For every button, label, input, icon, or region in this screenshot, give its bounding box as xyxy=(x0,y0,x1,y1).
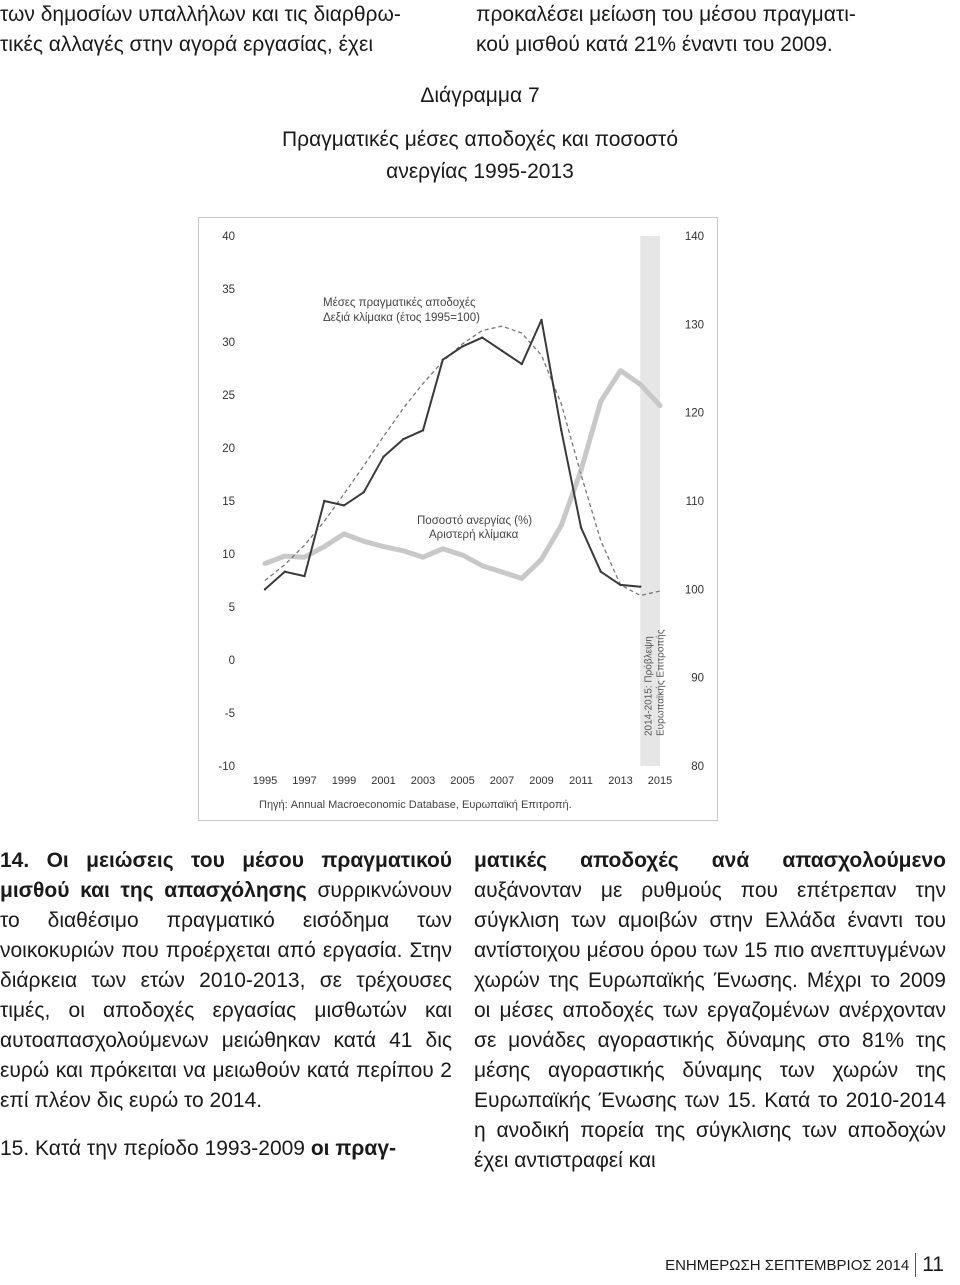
paragraph-14 xyxy=(0,846,452,1116)
paragraph-number: 15. xyxy=(0,1137,30,1160)
data-point-unemployment xyxy=(501,571,504,574)
text-line: προκαλέσει μείωση του μέσου πραγματι- xyxy=(476,3,856,26)
paragraph-number: 14. xyxy=(0,849,30,872)
data-point-wages xyxy=(382,456,384,458)
data-point-wages xyxy=(422,429,424,431)
data-point-unemployment xyxy=(540,558,543,561)
body-right-column xyxy=(474,846,946,1176)
body-left-column xyxy=(0,846,452,1164)
left-axis-tick: 0 xyxy=(228,655,235,667)
figure-title-line1: Πραγματικές μέσες αποδοχές και ποσοστό xyxy=(282,128,678,151)
data-point-wages xyxy=(343,504,345,506)
text-line: τικές αλλαγές στην αγορά εργασίας, έχει xyxy=(0,33,373,56)
figure-caption xyxy=(0,80,960,188)
data-point-unemployment xyxy=(580,469,583,472)
data-point-wages xyxy=(481,336,483,338)
paragraph-text: αυξάνονταν με ρυθμούς που επέτρεπαν την σύγκλιση των αμοιβών στην Ελλάδα έναντι του αντίστοιχου μέσου όρου των 15 πιο ανεπτυγμένων χωρών της Ευρωπαϊκής Ένωσης. Μέχρι το 2009 οι μέσες αποδοχές των εργαζομένων ανέρχονταν σε μονάδες αγοραστικής δύναμης στο 81% της μέσης αγοραστικής δύναμης των χωρών της Ευρωπαϊκής Ένωσης των 15. Κατά το 2010-2014 η ανοδική πορεία της σύγκλισης των αποδοχών έχει αντιστραφεί και xyxy=(474,879,946,1172)
page-number: 11 xyxy=(915,1253,944,1277)
x-axis-tick: 2013 xyxy=(608,775,633,787)
text-line: των δημοσίων υπαλλήλων και τις διαρθρω- xyxy=(0,3,401,26)
data-point-wages xyxy=(540,319,542,321)
data-point-wages xyxy=(284,570,286,572)
chart xyxy=(198,217,718,821)
left-axis-tick: 25 xyxy=(222,390,235,402)
right-axis-tick: 120 xyxy=(684,407,704,420)
left-axis-tick: 15 xyxy=(222,496,235,508)
legend-unemployment-line1: Ποσοστό ανεργίας (%) xyxy=(417,515,533,527)
data-point-unemployment xyxy=(639,383,642,386)
data-point-unemployment xyxy=(422,556,425,559)
data-point-wages xyxy=(501,350,503,352)
left-axis-tick: 20 xyxy=(222,443,235,455)
footer-label: ΕΝΗΜΕΡΩΣΗ ΣΕΠΤΕΜΒΡΙΟΣ 2014 xyxy=(665,1256,910,1274)
right-axis-tick: 130 xyxy=(684,319,704,332)
left-axis-tick: 5 xyxy=(228,602,235,614)
forecast-label-line2: Ευρωπαϊκής Επιτροπής xyxy=(655,629,667,736)
data-point-wages xyxy=(619,584,621,586)
x-axis-tick: 2007 xyxy=(489,775,515,787)
data-point-unemployment xyxy=(402,549,405,552)
data-point-wages xyxy=(303,575,305,577)
x-axis-tick: 1997 xyxy=(292,775,317,787)
x-axis-tick: 2015 xyxy=(647,775,673,787)
figure-number: Διάγραμμα 7 xyxy=(420,84,540,107)
right-axis-tick: 110 xyxy=(685,496,704,508)
data-point-unemployment xyxy=(283,555,286,558)
right-axis-tick: 140 xyxy=(684,231,704,243)
data-point-wages xyxy=(600,570,602,572)
data-point-unemployment xyxy=(323,545,326,548)
data-point-unemployment xyxy=(441,547,444,550)
data-point-wages xyxy=(461,345,463,347)
text-line: κού μισθού κατά 21% έναντι του 2009. xyxy=(476,33,833,56)
data-point-unemployment xyxy=(599,400,602,403)
data-point-unemployment xyxy=(520,577,523,580)
left-axis-tick: -5 xyxy=(224,708,235,720)
data-point-wages xyxy=(323,500,325,502)
data-point-unemployment xyxy=(560,524,563,527)
data-point-wages xyxy=(639,585,641,587)
left-axis-tick: -10 xyxy=(218,761,235,773)
data-point-unemployment xyxy=(343,532,346,535)
paragraph-bold: ματικές αποδοχές ανά απασχολούμενο xyxy=(474,849,946,872)
x-axis-tick: 2005 xyxy=(450,775,475,787)
right-axis-tick: 80 xyxy=(691,761,704,773)
right-axis-tick: 90 xyxy=(691,672,704,685)
legend-wages-line2: Δεξιά κλίμακα (έτος 1995=100) xyxy=(323,312,480,324)
top-right-text xyxy=(476,0,946,60)
x-axis-tick: 2001 xyxy=(371,775,396,787)
x-axis-tick: 1999 xyxy=(331,775,357,787)
data-point-wages xyxy=(521,363,523,365)
paragraph-text: συρρικνώνουν το διαθέσιμο πραγματικό εισόδημα των νοικοκυριών που προέρχεται από εργασία. Στην διάρκεια των ετών 2010-2013, σε τρέχουσες τιμές, οι αποδοχές εργασίας μισθωτών και αυτοαπασχολούμενων μειώθηκαν κατά 41 δις ευρώ και πρόκειται να μειωθούν κατά περίπου 2 επί πλέον δις ευρώ το 2014. xyxy=(0,879,452,1112)
data-point-wages xyxy=(402,438,404,440)
page-footer xyxy=(665,1253,944,1277)
right-axis-tick: 100 xyxy=(684,584,704,597)
chart-source: Πηγή: Annual Macroeconomic Database, Ευρωπαϊκή Επιτροπή. xyxy=(259,799,572,811)
data-point-wages xyxy=(264,588,266,590)
paragraph-bold: Οι μειώσεις του μέσου πραγματικού μισθού και της απασχόλησης xyxy=(0,849,453,902)
data-point-wages xyxy=(560,429,562,431)
data-point-unemployment xyxy=(619,369,622,372)
left-axis-tick: 35 xyxy=(222,284,235,296)
paragraph-15 xyxy=(0,1134,452,1164)
data-point-wages xyxy=(442,358,444,360)
data-point-wages xyxy=(363,491,365,493)
top-left-text xyxy=(0,0,450,60)
data-point-unemployment xyxy=(362,540,365,543)
data-point-unemployment xyxy=(481,564,484,567)
x-axis-tick: 2009 xyxy=(529,775,554,787)
paragraph-text: Κατά την περίοδο 1993-2009 xyxy=(35,1137,305,1160)
data-point-unemployment xyxy=(382,545,385,548)
data-point-wages xyxy=(580,526,582,528)
paragraph-15-cont xyxy=(474,846,946,1176)
data-point-unemployment xyxy=(461,554,464,557)
chart-svg xyxy=(199,218,717,820)
data-point-unemployment xyxy=(303,556,306,559)
x-axis-tick: 2011 xyxy=(569,775,593,787)
left-axis-tick: 30 xyxy=(222,337,235,349)
x-axis-tick: 2003 xyxy=(410,775,436,787)
left-axis-tick: 10 xyxy=(222,549,235,561)
legend-unemployment-line2: Αριστερή κλίμακα xyxy=(429,529,519,541)
forecast-label-line1: 2014-2015: Πρόβλεψη xyxy=(643,636,655,736)
left-axis-tick: 40 xyxy=(222,231,235,243)
data-point-unemployment xyxy=(659,404,662,407)
figure-title-line2: ανεργίας 1995-2013 xyxy=(386,160,574,183)
data-point-unemployment xyxy=(264,562,267,565)
paragraph-bold: οι πραγ- xyxy=(310,1137,396,1160)
legend-wages-line1: Μέσες πραγματικές αποδοχές xyxy=(323,297,476,309)
x-axis-tick: 1995 xyxy=(252,775,278,787)
